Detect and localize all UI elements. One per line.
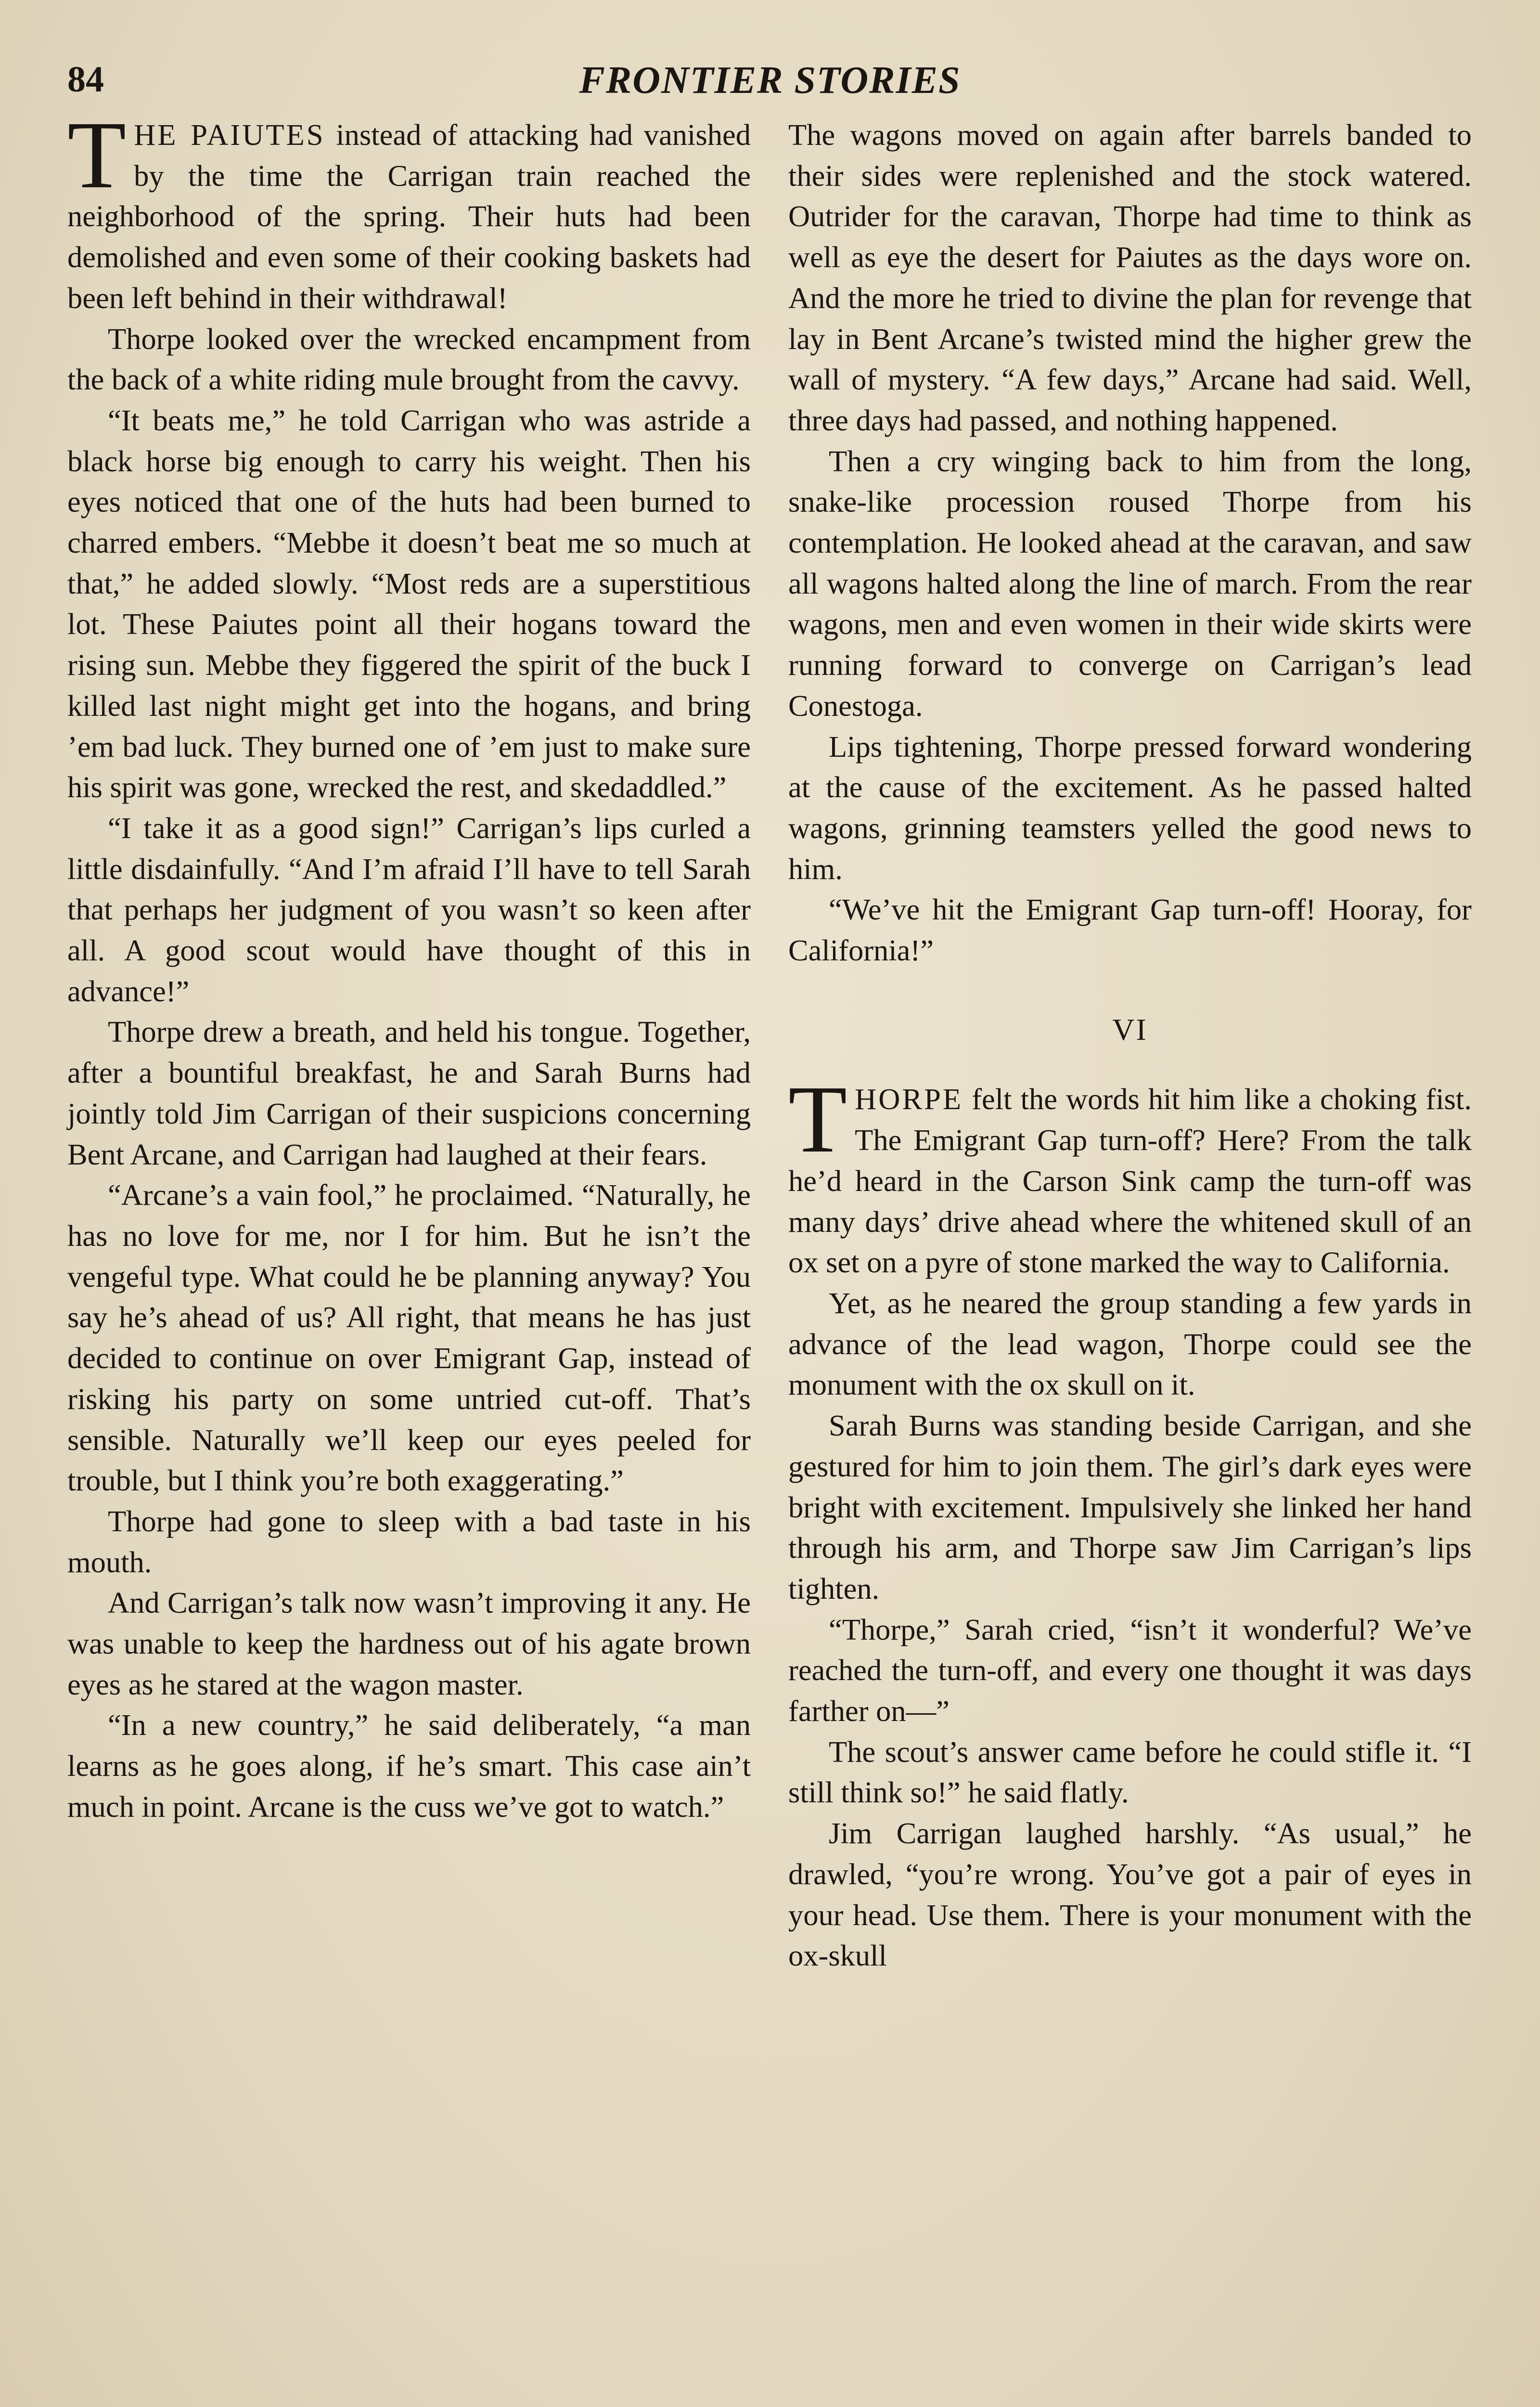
paragraph-text: felt the words hit him like a choking fist. The Emigrant Gap turn-off? Here? From the talk he’d heard in the Carson Sink camp the turn-off was many days’ drive ahead where the whitened skull of an ox set on a pyre of stone marked the way to California. xyxy=(788,1082,1472,1280)
page-number: 84 xyxy=(67,59,104,100)
paragraph: And Carrigan’s talk now wasn’t improving it any. He was unable to keep the hardness out of his agate brown eyes as he stared at the wagon master. xyxy=(67,1586,751,1701)
paragraph: Then a cry winging back to him from the long, snake-like procession roused Thorpe from his contemplation. He looked ahead at the caravan, and saw all wagons halted along the line of march. From the rear wagons, men and even women in their wide skirts were running forward to converge on Carrigan’s lead Conestoga. xyxy=(788,444,1472,723)
paragraph: Thorpe had gone to sleep with a bad taste in his mouth. xyxy=(67,1504,751,1579)
paragraph: “Arcane’s a vain fool,” he proclaimed. “Naturally, he has no love for me, nor I for him. But he isn’t the vengeful type. What could he be planning anyway? You say he’s ahead of us? All right, that means he has just decided to continue on over Emigrant Gap, instead of risking his party on some untried cut-off. That’s sensible. Naturally we’ll keep our eyes peeled for trouble, but I think you’re both exaggerating.” xyxy=(67,1178,751,1498)
paragraph: “I take it as a good sign!” Carrigan’s lips curled a little disdainfully. “And I’m afraid I’ll have to tell Sarah that perhaps her judgment of you wasn’t so keen after all. A good scout would have thought of this in advance!” xyxy=(67,811,751,1008)
opening-paragraph xyxy=(67,102,751,319)
paragraph: Sarah Burns was standing beside Carrigan, and she gestured for him to join them. The girl’s dark eyes were bright with excitement. Impulsively she linked her hand through his arm, and Thorpe saw Jim Carrigan’s lips tighten. xyxy=(788,1409,1472,1605)
lead-in-smallcaps: HE PAIUTES xyxy=(134,118,325,152)
paragraph: “Thorpe,” Sarah cried, “isn’t it wonderful? We’ve reached the turn-off, and every one thought it was days farther on—” xyxy=(788,1612,1472,1728)
paragraph: “It beats me,” he told Carrigan who was astride a black horse big enough to carry his weight. Then his eyes noticed that one of the huts had been burned to charred embers. “Mebbe it doesn’t beat me so much at that,” he added slowly. “Most reds are a superstitious lot. These Paiutes point all their hogans toward the rising sun. Mebbe they figgered the spirit of the buck I killed last night might get into the hogans, and bring ’em bad luck. They burned one of ’em just to make sure his spirit was gone, wrecked the rest, and skedaddled.” xyxy=(67,403,751,804)
paragraph: The wagons moved on again after barrels banded to their sides were replenished and the stock watered. Outrider for the caravan, Thorpe had time to think as well as eye the desert for Paiutes as the days wore on. And the more he tried to divine the plan for revenge that lay in Bent Arcane’s twisted mind the higher grew the wall of mystery. “A few days,” Arcane had said. Well, three days had passed, and nothing happened. xyxy=(788,118,1472,437)
drop-cap: T xyxy=(788,1066,847,1173)
paragraph: “We’ve hit the Emigrant Gap turn-off! Hooray, for California!” xyxy=(788,893,1472,968)
paragraph: Thorpe drew a breath, and held his tongue. Together, after a bountiful breakfast, he and Sarah Burns had jointly told Jim Carrigan of their suspicions concerning Bent Arcane, and Carrigan had laughed at their fears. xyxy=(67,1015,751,1171)
page-header xyxy=(67,59,1473,112)
paragraph: “In a new country,” he said deliberately, “a man learns as he goes along, if he’s smart. This case ain’t much in point. Arcane is the cuss we’ve got to watch.” xyxy=(67,1708,751,1824)
paragraph: Yet, as he neared the group standing a few yards in advance of the lead wagon, Thorpe could see the monument with the ox skull on it. xyxy=(788,1286,1472,1402)
paragraph: Thorpe looked over the wrecked encampment from the back of a white riding mule brought from the cavvy. xyxy=(67,322,751,397)
paragraph-text: instead of attacking had vanished by the time the Carrigan train reached the neighborhood of the spring. Their huts had been demolished and even some of their cooking baskets had been left behind in their withdrawal! xyxy=(67,118,751,315)
running-title: FRONTIER STORIES xyxy=(579,59,961,102)
paragraph: Lips tightening, Thorpe pressed forward wondering at the cause of the excitement. As he passed halted wagons, grinning teamsters yelled the good news to him. xyxy=(788,729,1472,886)
drop-cap: T xyxy=(67,102,127,208)
paragraph: Jim Carrigan laughed harshly. “As usual,” he drawled, “you’re wrong. You’ve got a pair of eyes in your head. Use them. There is your monument with the ox-skull xyxy=(788,1816,1472,1973)
section-opening-paragraph xyxy=(788,1066,1472,1283)
lead-in-smallcaps: HORPE xyxy=(855,1082,963,1116)
section-number: VI xyxy=(1112,1012,1148,1047)
paragraph: The scout’s answer came before he could stifle it. “I still think so!” he said flatly. xyxy=(788,1734,1472,1810)
right-column xyxy=(788,115,1472,1976)
left-column xyxy=(67,102,751,1827)
